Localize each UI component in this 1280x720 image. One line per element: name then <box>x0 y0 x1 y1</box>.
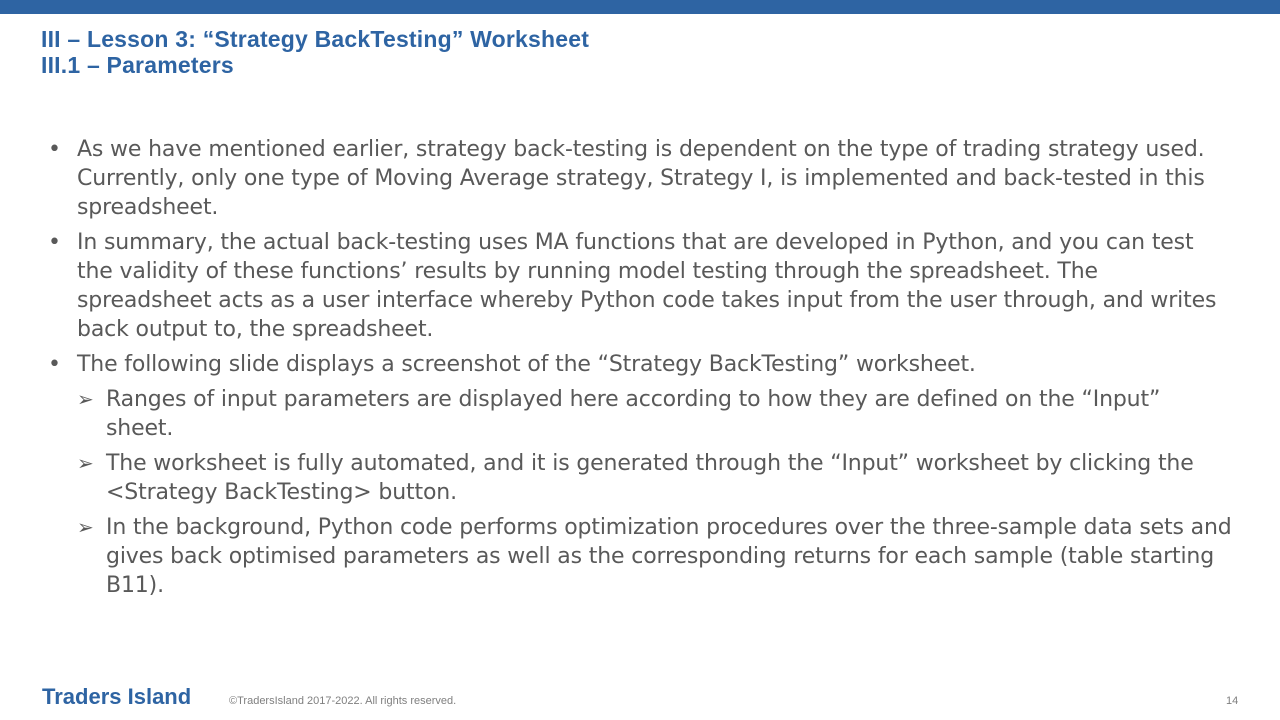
sub-bullet-text: Ranges of input parameters are displayed here according to how they are defined on the “Input” sheet. <box>106 387 1161 441</box>
top-accent-bar <box>0 0 1280 14</box>
slide-body <box>48 135 1233 606</box>
slide-title <box>41 26 589 78</box>
sub-bullet-text: In the background, Python code performs optimization procedures over the three-sample data sets and gives back optimised parameters as well as the corresponding returns for each sample (table starting B11). <box>106 515 1232 598</box>
page-number: 14 <box>1226 695 1239 707</box>
bullet-text: As we have mentioned earlier, strategy back-testing is dependent on the type of trading strategy used. Currently, only one type of Moving Average strategy, Strategy I, is implemented and back-tested in this spreadsheet. <box>77 137 1205 220</box>
bullet-marker: • <box>48 230 61 255</box>
bullet-marker: • <box>48 352 61 377</box>
arrow-bullet-icon: ➢ <box>77 387 94 411</box>
bullet-item <box>48 350 1233 379</box>
title-line-2: III.1 – Parameters <box>41 52 234 78</box>
bullet-text: In summary, the actual back-testing uses MA functions that are developed in Python, and you can test the validity of these functions’ results by running model testing through the spreadsheet. The spreadsheet acts as a user interface whereby Python code takes input from the user through, and writes back output to, the spreadsheet. <box>77 230 1217 342</box>
footer-copyright: ©TradersIsland 2017-2022. All rights reserved. <box>229 695 457 707</box>
bullet-item <box>48 135 1233 222</box>
bullet-item <box>48 228 1233 344</box>
sub-bullet-text: The worksheet is fully automated, and it is generated through the “Input” worksheet by clicking the <Strategy BackTesting> button. <box>106 451 1194 505</box>
sub-bullet-item <box>48 449 1233 507</box>
sub-bullet-item <box>48 513 1233 600</box>
sub-bullet-item <box>48 385 1233 443</box>
footer-logo: Traders Island <box>42 684 192 709</box>
arrow-bullet-icon: ➢ <box>77 515 94 539</box>
title-line-1: III – Lesson 3: “Strategy BackTesting” Worksheet <box>41 26 590 52</box>
bullet-marker: • <box>48 137 61 162</box>
arrow-bullet-icon: ➢ <box>77 451 94 475</box>
bullet-text: The following slide displays a screenshot of the “Strategy BackTesting” worksheet. <box>77 352 976 377</box>
